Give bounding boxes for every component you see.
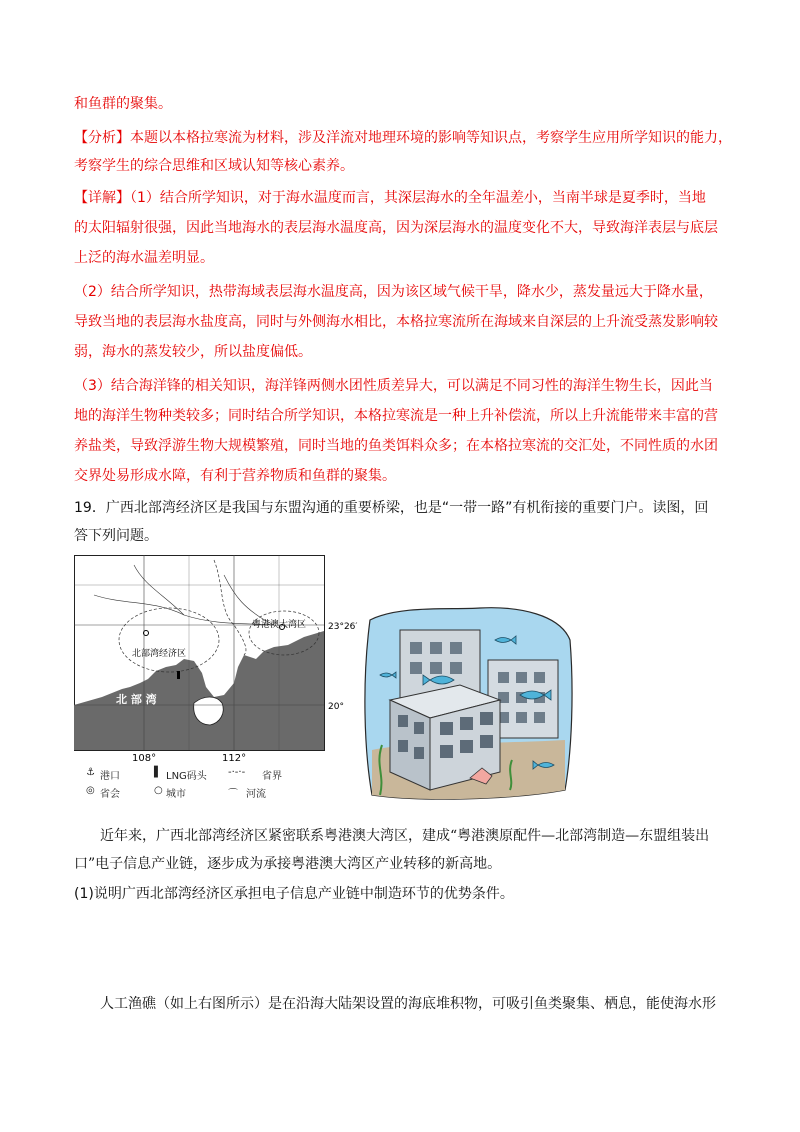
paragraph-1-line-1: 近年来，广西北部湾经济区紧密联系粤港澳大湾区，建成“粤港澳原配件—北部湾制造—东盟组装出 bbox=[100, 828, 710, 844]
label-lat-bottom: 20° bbox=[328, 702, 344, 712]
beibu-gulf-map bbox=[74, 555, 359, 755]
answer-analysis-line-2: 考察学生的综合思维和区域认知等核心素养。 bbox=[74, 158, 354, 174]
label-bbw-sea: 北 部 湾 bbox=[116, 693, 157, 706]
label-bbw-zone: 北部湾经济区 bbox=[132, 649, 187, 659]
capital-icon: ◎ bbox=[86, 785, 95, 796]
answer-detail-line-7: （3）结合海洋锋的相关知识，海洋锋两侧水团性质差异大，可以满足不同习性的海洋生物生长，因此当 bbox=[74, 378, 713, 394]
river-icon: ⌒ bbox=[228, 789, 238, 800]
answer-detail-line-2: 的太阳辐射很强，因此当地海水的表层海水温度高，因为深层海水的温度变化不大，导致海洋表层与底层 bbox=[74, 220, 718, 236]
lng-icon: ▌ bbox=[154, 767, 162, 778]
question-19-line-2: 答下列问题。 bbox=[74, 528, 158, 544]
sub-question-1: (1)说明广西北部湾经济区承担电子信息产业链中制造环节的优势条件。 bbox=[74, 886, 514, 902]
label-lon-left: 108° bbox=[132, 753, 157, 764]
legend-city: 城市 bbox=[166, 789, 186, 800]
boundary-icon: -·-·- bbox=[228, 767, 246, 778]
lng-terminal bbox=[177, 671, 180, 679]
legend-capital: 省会 bbox=[100, 789, 120, 800]
label-gba: 粤港澳大湾区 bbox=[252, 620, 307, 630]
legend-lng: LNG码头 bbox=[166, 771, 207, 782]
label-lon-right: 112° bbox=[222, 753, 247, 764]
answer-detail-line-10: 交界处易形成水障，有利于营养物质和鱼群的聚集。 bbox=[74, 468, 396, 484]
label-lat-top: 23°26′ bbox=[328, 622, 358, 632]
answer-line-1: 和鱼群的聚集。 bbox=[74, 96, 172, 112]
legend-river: 河流 bbox=[246, 789, 266, 800]
question-19-line-1: 19．广西北部湾经济区是我国与东盟沟通的重要桥梁，也是“一带一路”有机衔接的重要门户。读图，回 bbox=[74, 500, 709, 516]
answer-detail-line-5: 导致当地的表层海水盐度高，同时与外侧海水相比，本格拉寒流所在海域来自深层的上升流受蒸发影响较 bbox=[74, 314, 718, 330]
anchor-icon: ⚓ bbox=[86, 767, 95, 778]
answer-analysis-line-1: 【分析】本题以本格拉寒流为材料，涉及洋流对地理环境的影响等知识点，考察学生应用所学知识的能力， bbox=[74, 130, 732, 146]
answer-detail-line-9: 养盐类，导致浮游生物大规模繁殖，同时当地的鱼类饵料众多；在本格拉寒流的交汇处，不同性质的水团 bbox=[74, 438, 718, 454]
artificial-reef-illustration bbox=[360, 600, 575, 805]
map-legend bbox=[86, 767, 326, 803]
answer-detail-line-3: 上泛的海水温差明显。 bbox=[74, 250, 214, 266]
legend-port: 港口 bbox=[100, 771, 120, 782]
answer-detail-line-1: 【详解】（1）结合所学知识，对于海水温度而言，其深层海水的全年温差小，当南半球是夏季时，当地 bbox=[74, 190, 706, 206]
city-icon: ○ bbox=[154, 785, 163, 796]
paragraph-2-line-1: 人工渔礁（如上右图所示）是在沿海大陆架设置的海底堆积物，可吸引鱼类聚集、栖息，能使海水形 bbox=[100, 996, 716, 1012]
paragraph-1-line-2: 口”电子信息产业链，逐步成为承接粤港澳大湾区产业转移的新高地。 bbox=[74, 856, 502, 872]
legend-boundary: 省界 bbox=[262, 771, 282, 782]
answer-detail-line-4: （2）结合所学知识，热带海域表层海水温度高，因为该区域气候干旱，降水少，蒸发量远大于降水量， bbox=[74, 284, 713, 300]
answer-detail-line-6: 弱，海水的蒸发较少，所以盐度偏低。 bbox=[74, 344, 312, 360]
answer-detail-line-8: 地的海洋生物种类较多；同时结合所学知识，本格拉寒流是一种上升补偿流，所以上升流能带来丰富的营 bbox=[74, 408, 718, 424]
